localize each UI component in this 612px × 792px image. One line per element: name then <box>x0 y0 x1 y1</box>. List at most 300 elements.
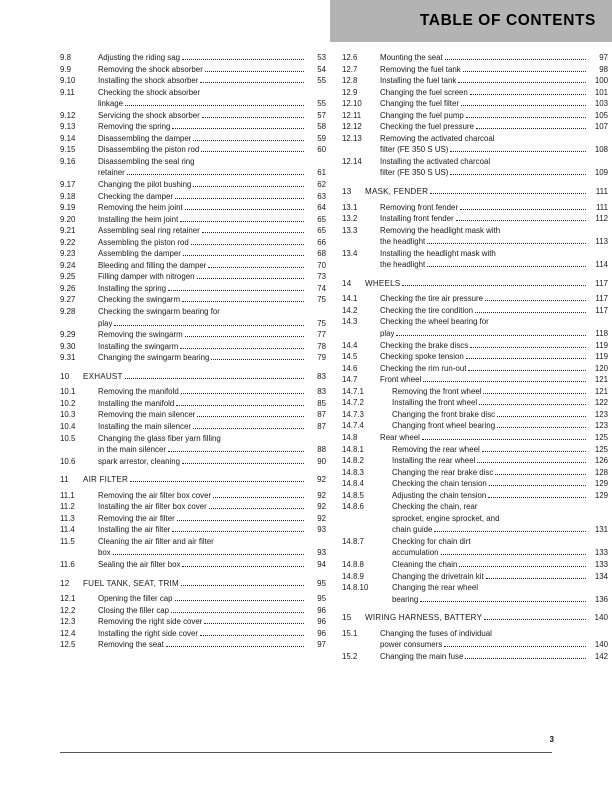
toc-entry[interactable] <box>60 352 326 364</box>
toc-entry-title: Checking the shock absorber <box>98 87 201 97</box>
toc-entry[interactable] <box>342 490 608 502</box>
toc-entry[interactable] <box>342 363 608 375</box>
toc-columns <box>0 52 612 662</box>
toc-entry-title-wrap <box>365 186 608 198</box>
toc-entry[interactable] <box>60 398 326 410</box>
toc-entry[interactable] <box>60 524 326 536</box>
toc-entry-page: 87 <box>317 410 326 420</box>
toc-entry[interactable] <box>60 191 326 203</box>
toc-entry-title-wrap <box>98 52 326 64</box>
toc-leader-dots <box>176 405 304 406</box>
toc-entry-number: 14.8.10 <box>342 583 369 593</box>
toc-entry-number: 10.4 <box>60 421 76 431</box>
toc-entry[interactable] <box>342 628 608 640</box>
toc-entry[interactable] <box>60 156 326 168</box>
toc-entry[interactable] <box>342 594 608 606</box>
toc-entry[interactable] <box>342 87 608 99</box>
toc-entry[interactable] <box>342 478 608 490</box>
toc-entry-page: 94 <box>317 559 326 569</box>
toc-entry-title-wrap <box>98 433 326 445</box>
toc-entry[interactable] <box>60 433 326 445</box>
toc-entry-title: Assembling the damper <box>98 249 181 259</box>
toc-leader-dots <box>420 601 586 602</box>
toc-entry-number: 11.3 <box>60 513 75 523</box>
toc-chapter-entry[interactable] <box>342 612 608 624</box>
toc-leader-dots <box>430 193 586 194</box>
toc-entry-title: Removing the activated charcoal <box>380 133 495 143</box>
toc-entry[interactable] <box>60 318 326 330</box>
toc-leader-dots <box>193 186 304 187</box>
toc-entry[interactable] <box>342 75 608 87</box>
toc-entry-title: Cleaning the air filter and air filter <box>98 536 214 546</box>
toc-entry[interactable] <box>60 133 326 145</box>
toc-entry-title: Changing the rear wheel <box>392 583 478 593</box>
toc-entry-title-wrap <box>98 306 326 318</box>
toc-entry-page: 119 <box>595 340 608 350</box>
toc-entry[interactable] <box>60 294 326 306</box>
toc-entry-number: 9.24 <box>60 260 76 270</box>
toc-leader-dots <box>205 71 304 72</box>
toc-entry-page: 111 <box>595 187 608 197</box>
toc-entry-number: 12 <box>60 578 70 588</box>
toc-entry-page: 119 <box>595 352 608 362</box>
toc-entry-page: 117 <box>595 278 608 288</box>
toc-entry[interactable] <box>342 374 608 386</box>
toc-entry-title-wrap <box>380 639 608 651</box>
toc-entry-number: 9.11 <box>60 87 75 97</box>
toc-entry[interactable] <box>60 87 326 99</box>
toc-entry[interactable] <box>342 467 608 479</box>
toc-entry-number: 11.5 <box>60 536 75 546</box>
toc-entry-title: Opening the filler cap <box>98 594 173 604</box>
toc-entry-title-wrap <box>392 501 608 513</box>
toc-entry[interactable] <box>342 202 608 214</box>
toc-entry-number: 14.8.7 <box>342 536 364 546</box>
toc-entry[interactable] <box>342 524 608 536</box>
toc-entry-title: Installing front fender <box>380 214 454 224</box>
toc-entry-title-wrap <box>365 278 608 290</box>
toc-entry[interactable] <box>60 513 326 525</box>
toc-leader-dots <box>201 151 304 152</box>
toc-entry-title: sprocket, engine sprocket, and <box>392 513 500 523</box>
toc-entry-number: 9.12 <box>60 110 76 120</box>
toc-entry-page: 123 <box>594 421 608 431</box>
toc-entry[interactable] <box>342 409 608 421</box>
toc-entry-title: play <box>380 329 395 339</box>
toc-entry[interactable] <box>342 420 608 432</box>
toc-entry[interactable] <box>342 351 608 363</box>
toc-entry[interactable] <box>342 133 608 145</box>
toc-entry-number: 9.13 <box>60 122 76 132</box>
toc-leader-dots <box>460 209 586 210</box>
toc-entry-page: 87 <box>317 421 326 431</box>
toc-entry[interactable] <box>342 98 608 110</box>
toc-entry-page: 92 <box>316 475 326 485</box>
toc-entry-number: 14.8.5 <box>342 490 364 500</box>
toc-entry-title: Adjusting the riding sag <box>98 53 181 62</box>
toc-entry-title-wrap <box>380 133 608 145</box>
toc-entry[interactable] <box>342 213 608 225</box>
toc-entry-page: 92 <box>317 513 326 523</box>
toc-entry-title-wrap <box>98 294 326 306</box>
toc-entry-title: Filling damper with nitrogen <box>98 272 195 282</box>
toc-entry-page: 129 <box>594 479 608 489</box>
toc-entry-number: 9.26 <box>60 283 76 293</box>
toc-entry-title-wrap <box>98 248 326 260</box>
toc-entry[interactable] <box>60 547 326 559</box>
toc-entry-title: chain guide <box>392 525 433 535</box>
toc-entry-title-wrap <box>392 455 608 467</box>
toc-leader-dots <box>191 244 304 245</box>
toc-entry[interactable] <box>342 121 608 133</box>
toc-leader-dots <box>422 439 586 440</box>
toc-entry-number: 14.1 <box>342 294 358 304</box>
toc-entry-title: Changing the fuel pump <box>380 110 464 120</box>
toc-chapter-entry[interactable] <box>342 278 608 290</box>
toc-entry[interactable] <box>342 386 608 398</box>
toc-entry-number: 13.2 <box>342 214 358 224</box>
toc-entry[interactable] <box>60 559 326 571</box>
toc-entry-number: 12.14 <box>342 156 362 166</box>
toc-entry[interactable] <box>342 248 608 260</box>
toc-entry[interactable] <box>342 225 608 237</box>
toc-column-left <box>60 52 326 662</box>
toc-entry-page: 121 <box>594 386 608 396</box>
toc-leader-dots <box>456 220 586 221</box>
toc-entry-title-wrap <box>380 87 608 99</box>
toc-entry[interactable] <box>60 593 326 605</box>
toc-entry[interactable] <box>60 248 326 260</box>
toc-entry-title: Installing the shock absorber <box>98 76 199 86</box>
toc-entry-page: 70 <box>317 260 326 270</box>
toc-entry-title: Removing the right side cover <box>98 617 203 627</box>
toc-entry[interactable] <box>342 52 608 64</box>
toc-entry-title: Changing the fuel screen <box>380 87 468 97</box>
toc-entry-title-wrap <box>380 651 608 663</box>
toc-entry-title-wrap <box>98 639 326 651</box>
toc-leader-dots <box>181 393 304 394</box>
toc-entry-title: Removing the front wheel <box>392 386 482 396</box>
toc-entry-title-wrap <box>380 52 608 64</box>
toc-leader-dots <box>463 71 586 72</box>
toc-entry-title-wrap <box>98 559 326 571</box>
toc-entry-title-wrap <box>392 397 608 409</box>
toc-entry-title: linkage <box>98 99 124 109</box>
toc-leader-dots <box>450 151 586 152</box>
toc-entry-number: 15.1 <box>342 628 358 638</box>
toc-entry-page: 136 <box>594 594 608 604</box>
toc-entry-page: 75 <box>317 295 326 305</box>
toc-entry-title-wrap <box>98 121 326 133</box>
toc-entry[interactable] <box>60 121 326 133</box>
toc-entry-page: 97 <box>599 53 608 62</box>
toc-leader-dots <box>125 378 304 379</box>
toc-entry[interactable] <box>60 536 326 548</box>
toc-entry-page: 55 <box>317 76 326 86</box>
toc-entry-title-wrap <box>380 225 608 237</box>
toc-entry[interactable] <box>60 306 326 318</box>
toc-entry[interactable] <box>342 305 608 317</box>
toc-leader-dots <box>476 128 586 129</box>
toc-entry[interactable] <box>60 444 326 456</box>
toc-entry-title: filter (FE 350 S US) <box>380 168 449 178</box>
toc-entry-title: Checking the chain tension <box>392 479 487 489</box>
toc-entry-title-wrap <box>380 202 608 214</box>
toc-entry-title-wrap <box>380 328 608 340</box>
toc-entry-title-wrap <box>392 478 608 490</box>
toc-entry-title: Checking the swingarm <box>98 295 181 305</box>
toc-entry-title: Removing the main silencer <box>98 410 196 420</box>
toc-entry-title-wrap <box>98 456 326 468</box>
toc-entry-page: 63 <box>317 191 326 201</box>
toc-entry-title: Checking spoke tension <box>380 352 464 362</box>
toc-chapter-entry[interactable] <box>60 371 326 383</box>
toc-entry[interactable] <box>60 214 326 226</box>
toc-entry-title-wrap <box>380 340 608 352</box>
toc-entry[interactable] <box>342 571 608 583</box>
toc-entry-title: Checking the wheel bearing for <box>380 317 489 327</box>
toc-entry-title-wrap <box>98 271 326 283</box>
toc-entry[interactable] <box>60 237 326 249</box>
toc-entry-page: 85 <box>317 398 326 408</box>
toc-entry[interactable] <box>60 98 326 110</box>
toc-entry-title: WIRING HARNESS, BATTERY <box>365 613 483 623</box>
toc-entry[interactable] <box>342 455 608 467</box>
toc-entry[interactable] <box>342 639 608 651</box>
toc-entry-page: 65 <box>317 226 326 236</box>
toc-entry-number: 13.3 <box>342 225 358 235</box>
toc-entry-title-wrap <box>392 386 608 398</box>
toc-entry-page: 111 <box>596 202 608 212</box>
toc-entry-page: 92 <box>317 502 326 512</box>
toc-entry-title-wrap <box>98 214 326 226</box>
toc-entry-number: 9.14 <box>60 133 76 143</box>
toc-entry-title-wrap <box>98 501 326 513</box>
toc-leader-dots <box>209 508 304 509</box>
toc-entry-title-wrap <box>392 524 608 536</box>
toc-entry-title: Installing the spring <box>98 283 166 293</box>
toc-entry-title: Removing the seat <box>98 640 164 650</box>
toc-entry-title: Installing the front wheel <box>392 398 478 408</box>
toc-entry-title-wrap <box>98 616 326 628</box>
toc-leader-dots <box>427 243 586 244</box>
toc-entry[interactable] <box>342 582 608 594</box>
toc-entry[interactable] <box>342 144 608 156</box>
toc-entry-title: Changing the pilot bushing <box>98 180 192 190</box>
toc-entry-number: 14.2 <box>342 305 358 315</box>
toc-entry-title-wrap <box>98 341 326 353</box>
toc-entry[interactable] <box>342 110 608 122</box>
toc-entry-title: Changing the glass fiber yarn filling <box>98 433 221 443</box>
toc-chapter-entry[interactable] <box>342 186 608 198</box>
toc-entry[interactable] <box>342 432 608 444</box>
toc-entry-title-wrap <box>380 432 608 444</box>
toc-entry-title-wrap <box>392 513 608 525</box>
toc-entry[interactable] <box>342 501 608 513</box>
toc-entry-title-wrap <box>392 490 608 502</box>
toc-entry[interactable] <box>60 409 326 421</box>
toc-entry-number: 9.25 <box>60 272 76 282</box>
toc-leader-dots <box>213 497 304 498</box>
toc-leader-dots <box>182 463 304 464</box>
toc-entry[interactable] <box>60 110 326 122</box>
toc-entry-title-wrap <box>380 351 608 363</box>
toc-entry[interactable] <box>60 341 326 353</box>
toc-entry-number: 14.8.4 <box>342 479 364 489</box>
toc-leader-dots <box>495 474 586 475</box>
toc-leader-dots <box>475 312 586 313</box>
toc-leader-dots <box>450 174 586 175</box>
toc-entry[interactable] <box>60 225 326 237</box>
toc-leader-dots <box>441 554 587 555</box>
toc-entry-page: 60 <box>317 145 326 155</box>
toc-chapter-entry[interactable] <box>60 474 326 486</box>
toc-entry-number: 14 <box>342 278 352 288</box>
toc-leader-dots <box>185 209 304 210</box>
toc-entry[interactable] <box>60 144 326 156</box>
toc-entry-number: 9.16 <box>60 156 76 166</box>
toc-entry-title-wrap <box>98 318 326 330</box>
toc-entry[interactable] <box>60 421 326 433</box>
toc-entry[interactable] <box>60 501 326 513</box>
toc-entry[interactable] <box>60 283 326 295</box>
toc-entry-page: 77 <box>317 330 326 340</box>
toc-entry[interactable] <box>60 202 326 214</box>
toc-entry[interactable] <box>60 167 326 179</box>
toc-leader-dots <box>200 82 304 83</box>
toc-entry-page: 140 <box>594 640 608 650</box>
toc-entry-title-wrap <box>98 144 326 156</box>
toc-leader-dots <box>445 59 586 60</box>
toc-entry-number: 12.2 <box>60 605 76 615</box>
toc-entry-title: Bleeding and filling the damper <box>98 260 207 270</box>
toc-entry[interactable] <box>60 456 326 468</box>
toc-entry[interactable] <box>60 52 326 64</box>
toc-entry-number: 9.23 <box>60 249 76 259</box>
toc-entry[interactable] <box>60 179 326 191</box>
toc-entry-page: 62 <box>317 180 326 190</box>
toc-entry[interactable] <box>342 547 608 559</box>
toc-entry[interactable] <box>60 616 326 628</box>
toc-leader-dots <box>127 174 304 175</box>
toc-entry-title-wrap <box>98 191 326 203</box>
toc-entry-title-wrap <box>98 421 326 433</box>
toc-entry[interactable] <box>60 639 326 651</box>
toc-entry-title-wrap <box>98 524 326 536</box>
toc-leader-dots <box>183 255 304 256</box>
toc-entry[interactable] <box>60 64 326 76</box>
toc-entry-number: 14.8.2 <box>342 456 364 466</box>
toc-entry-title: filter (FE 350 S US) <box>380 145 449 155</box>
toc-entry-title-wrap <box>392 420 608 432</box>
toc-entry-title-wrap <box>380 248 608 260</box>
toc-entry-title: Disassembling the piston rod <box>98 145 200 155</box>
toc-entry-title: EXHAUST <box>83 371 123 381</box>
toc-entry-page: 66 <box>317 237 326 247</box>
toc-entry-title-wrap <box>98 225 326 237</box>
toc-leader-dots <box>125 105 304 106</box>
toc-entry-title: Installing the manifold <box>98 398 175 408</box>
toc-entry-title: the headlight <box>380 260 426 270</box>
toc-entry[interactable] <box>342 236 608 248</box>
toc-entry-number: 12.6 <box>342 53 358 62</box>
toc-entry[interactable] <box>342 536 608 548</box>
toc-entry[interactable] <box>60 260 326 272</box>
toc-chapter-entry[interactable] <box>60 578 326 590</box>
toc-entry-page: 142 <box>594 651 608 661</box>
toc-entry-number: 9.20 <box>60 214 76 224</box>
toc-entry-number: 14.8 <box>342 432 358 442</box>
toc-entry-title: Changing the swingarm bearing <box>98 353 210 363</box>
toc-entry[interactable] <box>342 444 608 456</box>
toc-entry-title-wrap <box>98 98 326 110</box>
toc-entry-title-wrap <box>98 87 326 99</box>
toc-entry[interactable] <box>342 167 608 179</box>
toc-entry[interactable] <box>342 293 608 305</box>
toc-entry[interactable] <box>342 328 608 340</box>
toc-entry[interactable] <box>60 329 326 341</box>
toc-entry-number: 12.9 <box>342 87 358 97</box>
page-title: TABLE OF CONTENTS <box>419 12 596 29</box>
toc-entry[interactable] <box>342 340 608 352</box>
toc-entry-title-wrap <box>380 144 608 156</box>
toc-entry-page: 95 <box>317 594 326 604</box>
toc-entry[interactable] <box>60 605 326 617</box>
toc-entry[interactable] <box>60 271 326 283</box>
toc-entry-title: Checking the tire air pressure <box>380 294 484 304</box>
footer-page-number: 3 <box>549 735 554 744</box>
toc-leader-dots <box>423 381 586 382</box>
toc-entry-title: Disassembling the seal ring <box>98 156 195 166</box>
toc-leader-dots <box>180 221 304 222</box>
toc-entry-title-wrap <box>98 133 326 145</box>
toc-entry[interactable] <box>60 628 326 640</box>
toc-entry[interactable] <box>342 156 608 168</box>
toc-entry-title-wrap <box>380 305 608 317</box>
toc-leader-dots <box>113 554 304 555</box>
toc-entry-title-wrap <box>98 536 326 548</box>
toc-entry-page: 103 <box>594 99 608 109</box>
toc-entry-title-wrap <box>380 213 608 225</box>
toc-entry-title-wrap <box>380 259 608 271</box>
toc-entry-title: Rear wheel <box>380 432 420 442</box>
toc-entry[interactable] <box>342 64 608 76</box>
toc-entry-title: Changing the front brake disc <box>392 409 496 419</box>
toc-entry-number: 9.21 <box>60 226 76 236</box>
toc-entry[interactable] <box>342 651 608 663</box>
toc-entry[interactable] <box>60 75 326 87</box>
toc-entry-page: 133 <box>594 548 608 558</box>
toc-entry-page: 113 <box>595 237 608 247</box>
toc-entry[interactable] <box>342 513 608 525</box>
toc-entry-number: 14.6 <box>342 363 358 373</box>
toc-entry-title: Checking the rim run-out <box>380 363 467 373</box>
toc-entry[interactable] <box>60 490 326 502</box>
toc-leader-dots <box>483 393 586 394</box>
toc-leader-dots <box>485 300 586 301</box>
toc-entry-title-wrap <box>380 374 608 386</box>
toc-entry-number: 9.28 <box>60 307 76 317</box>
toc-entry-page: 93 <box>317 525 326 535</box>
toc-entry-page: 74 <box>317 283 326 293</box>
toc-entry-page: 112 <box>595 214 608 224</box>
toc-entry[interactable] <box>342 397 608 409</box>
toc-entry[interactable] <box>342 259 608 271</box>
toc-entry[interactable] <box>60 386 326 398</box>
toc-entry[interactable] <box>342 559 608 571</box>
toc-entry[interactable] <box>342 316 608 328</box>
toc-entry-title-wrap <box>98 202 326 214</box>
